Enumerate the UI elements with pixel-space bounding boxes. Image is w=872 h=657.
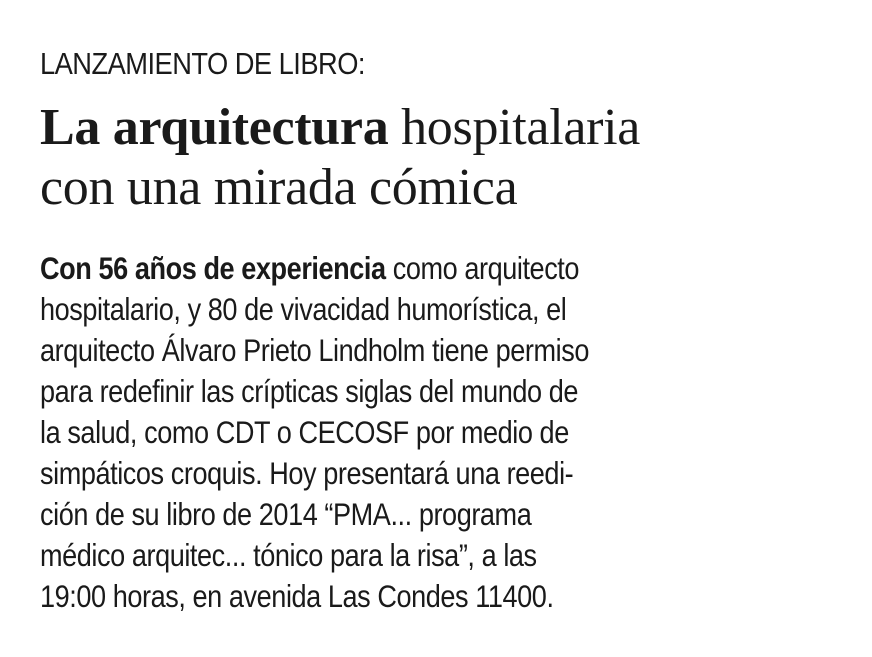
article [40,44,840,617]
headline-bold: La arquitectura [40,99,389,156]
headline-line-2: con una mirada cómica [40,159,518,216]
body-line: 19:00 horas, en avenida Las Condes 11400. [40,578,554,614]
body-lead: Con 56 años de experiencia [40,250,386,286]
body-line: para redefinir las crípticas siglas del mundo de [40,373,579,409]
body-line-1-rest: como arquitecto [385,250,580,286]
body-line: hospitalario, y 80 de vivacidad humorística, el [40,291,567,327]
article-body [40,248,728,617]
body-line: médico arquitec... tónico para la risa”, a las [40,537,537,573]
headline-line-1 [40,98,840,158]
article-headline [40,98,840,218]
body-line: arquitecto Álvaro Prieto Lindholm tiene permiso [40,332,589,368]
body-line-1 [40,248,728,289]
body-line: ción de su libro de 2014 “PMA... programa [40,496,532,532]
body-line: la salud, como CDT o CECOSF por medio de [40,414,569,450]
headline-rest: hospitalaria [388,99,641,156]
article-kicker: LANZAMIENTO DE LIBRO: [40,46,365,81]
body-line: simpáticos croquis. Hoy presentará una reedi- [40,455,574,491]
